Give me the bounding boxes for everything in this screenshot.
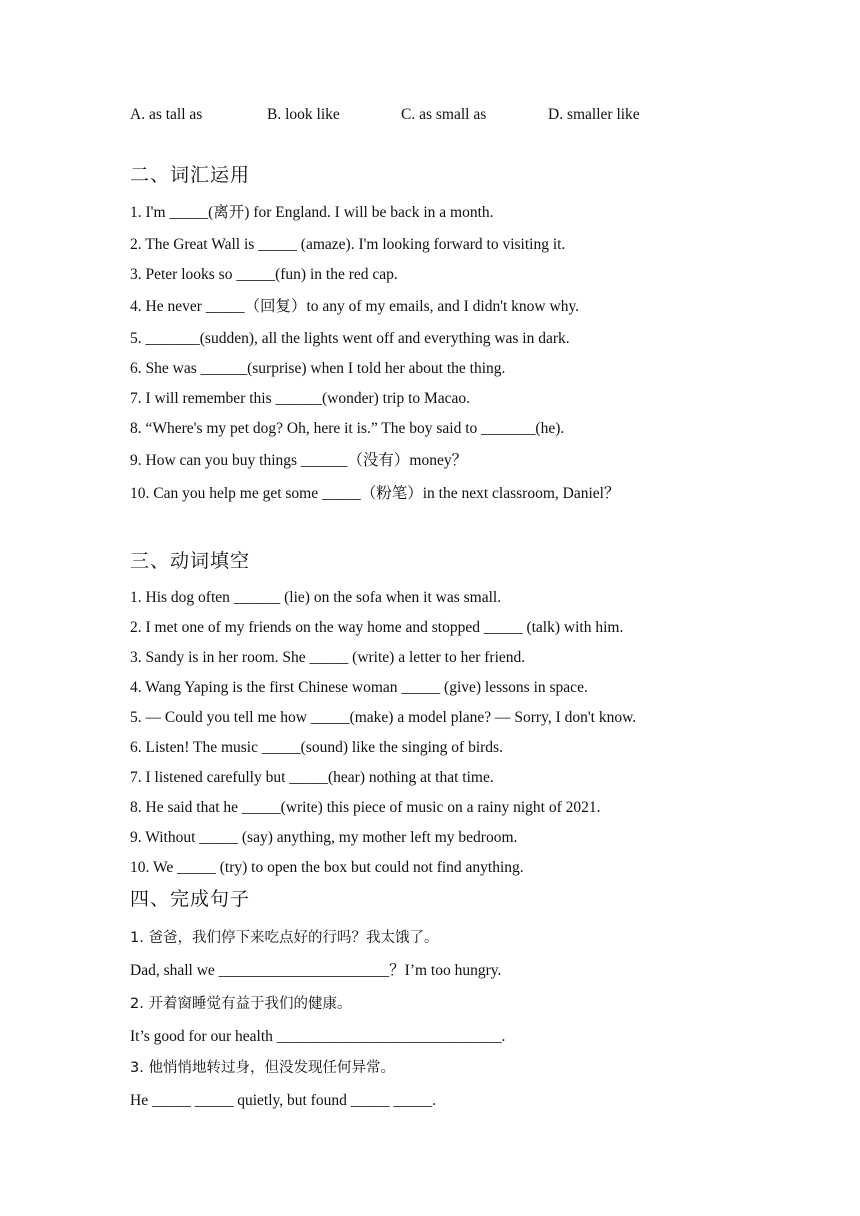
vocab-item-2: 2. The Great Wall is _____ (amaze). I'm looking forward to visiting it.	[130, 236, 566, 253]
verb-item-10: 10. We _____ (try) to open the box but could not find anything.	[130, 859, 524, 876]
vocab-item-5: 5. _______(sudden), all the lights went off and everything was in dark.	[130, 330, 570, 347]
section-heading-verbs: 三、动词填空	[130, 550, 251, 572]
vocab-item-1: 1. I'm _____(离开) for England. I will be back in a month.	[130, 204, 494, 221]
verb-item-9: 9. Without _____ (say) anything, my mother left my bedroom.	[130, 829, 518, 846]
vocab-item-10: 10. Can you help me get some _____（粉笔）in the next classroom, Daniel？	[130, 485, 620, 502]
vocab-item-9: 9. How can you buy things ______（没有）money？	[130, 452, 468, 469]
sentence-3-english: He _____ _____ quietly, but found _____ _____.	[130, 1092, 436, 1109]
option-b: B. look like	[267, 106, 340, 123]
verb-item-7: 7. I listened carefully but _____(hear) nothing at that time.	[130, 769, 494, 786]
sentence-2-english: It’s good for our health _____________________________.	[130, 1028, 506, 1045]
verb-item-2: 2. I met one of my friends on the way home and stopped _____ (talk) with him.	[130, 619, 624, 636]
verb-item-1: 1. His dog often ______ (lie) on the sofa when it was small.	[130, 589, 502, 606]
section-heading-vocabulary: 二、词汇运用	[130, 164, 251, 186]
verb-item-8: 8. He said that he _____(write) this piece of music on a rainy night of 2021.	[130, 799, 601, 816]
sentence-1-chinese: 1. 爸爸，我们停下来吃点好的行吗？我太饿了。	[130, 930, 439, 946]
vocab-item-7: 7. I will remember this ______(wonder) trip to Macao.	[130, 390, 471, 407]
option-d: D. smaller like	[548, 106, 640, 123]
sentence-2-chinese: 2. 开着窗睡觉有益于我们的健康。	[130, 996, 352, 1012]
verb-item-3: 3. Sandy is in her room. She _____ (write) a letter to her friend.	[130, 649, 526, 666]
vocab-item-6: 6. She was ______(surprise) when I told her about the thing.	[130, 360, 506, 377]
sentence-3-chinese: 3. 他悄悄地转过身，但没发现任何异常。	[130, 1060, 395, 1076]
vocab-item-8: 8. “Where's my pet dog? Oh, here it is.” The boy said to _______(he).	[130, 420, 565, 437]
option-a: A. as tall as	[130, 106, 203, 123]
option-c: C. as small as	[401, 106, 487, 123]
verb-item-4: 4. Wang Yaping is the first Chinese woman _____ (give) lessons in space.	[130, 679, 588, 696]
section-heading-sentences: 四、完成句子	[130, 888, 251, 910]
verb-item-5: 5. — Could you tell me how _____(make) a model plane? — Sorry, I don't know.	[130, 709, 637, 726]
sentence-1-english: Dad, shall we ______________________？I’m too hungry.	[130, 962, 502, 979]
vocab-item-3: 3. Peter looks so _____(fun) in the red cap.	[130, 266, 398, 283]
vocab-item-4: 4. He never _____（回复）to any of my emails, and I didn't know why.	[130, 298, 580, 315]
verb-item-6: 6. Listen! The music _____(sound) like the singing of birds.	[130, 739, 503, 756]
